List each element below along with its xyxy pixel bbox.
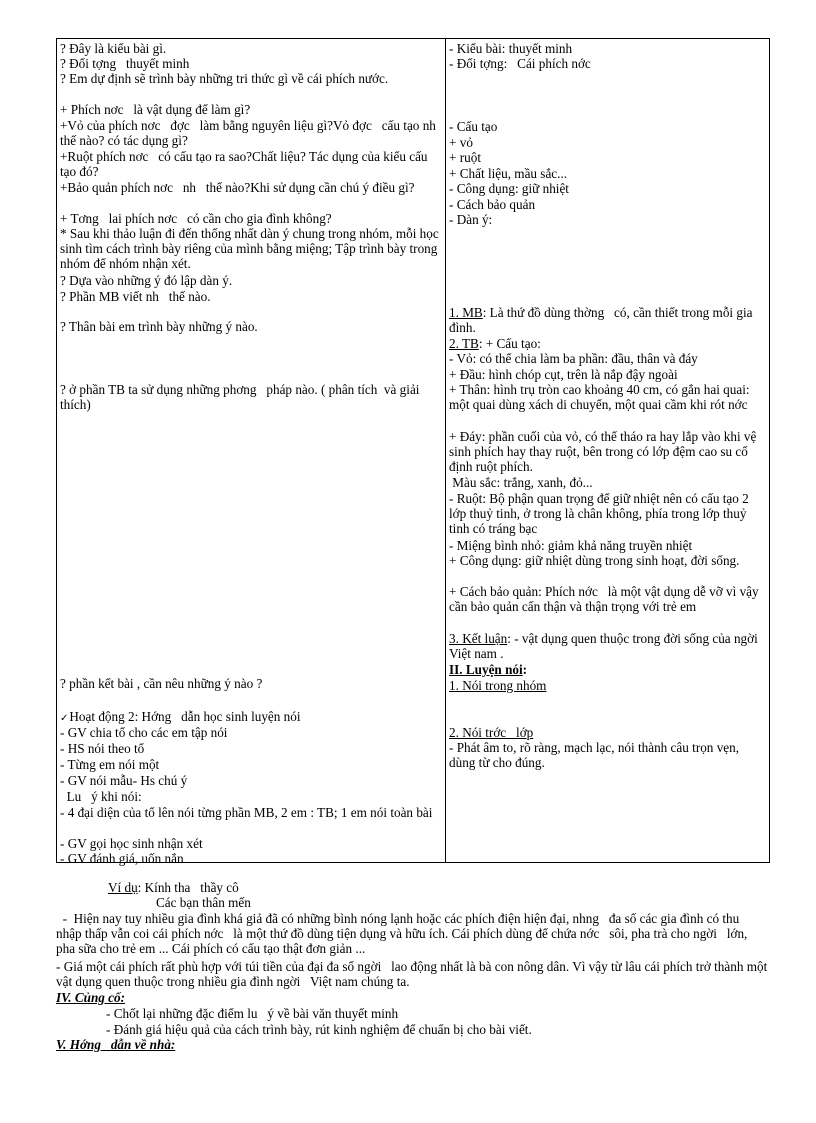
example-paragraph-2: - Giá một cái phích rất phù hợp với túi tiền của đại đa số ngời lao động nhất là bà con nông dân. Vì vậy từ lâu cái phích trở thành một vật dụng quen thuộc trong nhiều gia đình ngời Việt nam chúng ta. bbox=[56, 959, 771, 989]
teacher-activity-column bbox=[57, 39, 446, 866]
example-greeting-2: Các bạn thân mến bbox=[156, 895, 251, 910]
left-line: ? Thân bài em trình bày những ý nào. bbox=[60, 319, 258, 334]
right-line: - Miệng bình nhỏ: giảm khả năng truyền nhiệt bbox=[449, 538, 693, 553]
conclusion-label: 3. Kết luận bbox=[449, 631, 508, 646]
activity-heading-line bbox=[60, 709, 443, 726]
example-paragraph-1: - Hiện nay tuy nhiều gia đình khá giả đã có những bình nóng lạnh hoặc các phích điện hiện đại, nhng đa số các gia đình có thu nhập thấp vẫn coi cái phích nớc là một thứ đồ dùng tiện dụng và hữu ích. Cái phích dùng để chứa nớc sôi, pha trà cho ngời lớn, pha sữa cho trẻ em ... Cái phích có cấu tạo thật đơn giản ... bbox=[56, 911, 751, 956]
example-greeting bbox=[108, 880, 768, 895]
left-line: - GV chia tổ cho các em tập nói bbox=[60, 725, 228, 740]
example-label: Ví dụ bbox=[108, 880, 138, 895]
left-line: ? phần kết bài , cần nêu những ý nào ? bbox=[60, 676, 263, 691]
left-line: ? Em dự định sẽ trình bày những tri thức gì về cái phích nước. bbox=[60, 71, 389, 86]
bullet-star-icon: ✓ bbox=[60, 713, 69, 724]
left-line: - GV gọi học sinh nhận xét bbox=[60, 836, 203, 851]
right-line: + ruột bbox=[449, 150, 481, 165]
left-line: ? Dựa vào những ý đó lập dàn ý. bbox=[60, 273, 233, 288]
right-line: + Công dụng: giữ nhiệt dùng trong sinh hoạt, đời sống. bbox=[449, 553, 740, 568]
mb-label: 1. MB bbox=[449, 305, 483, 320]
section-iv-item: - Chốt lại những đặc điểm lu ý về bài văn thuyết minh bbox=[106, 1006, 399, 1021]
conclusion-text: : - vật dụng quen thuộc trong đời sống của ngời Việt nam . bbox=[449, 631, 768, 661]
right-line: - Cách bảo quản bbox=[449, 197, 536, 212]
left-line: - GV đánh giá, uốn nắn bbox=[60, 851, 184, 866]
right-line: + vỏ bbox=[449, 135, 473, 150]
left-line: +Ruột phích nơc có cấu tạo ra sao?Chất liệu? Tác dụng của kiểu cấu tạo đó? bbox=[60, 149, 431, 179]
speaking-colon: : bbox=[522, 662, 528, 677]
tb-text: : + Cấu tạo: bbox=[478, 336, 541, 351]
right-line: Màu sắc: trắng, xanh, đỏ... bbox=[449, 475, 593, 490]
section-v-heading: V. Hớng dẫn về nhà: bbox=[56, 1037, 176, 1052]
right-line: - Đối tợng: Cái phích nớc bbox=[449, 56, 591, 71]
right-line: + Cách bảo quản: Phích nớc là một vật dụng dễ vỡ vì vậy cần bảo quản cẩn thận và thận trọng với trẻ em bbox=[449, 584, 762, 614]
mb-text: : Là thứ đồ dùng thờng có, cần thiết trong mỗi gia đình. bbox=[449, 305, 756, 335]
conclusion-line bbox=[449, 631, 767, 661]
left-line: - HS nói theo tổ bbox=[60, 741, 145, 756]
left-line: ? Phần MB viết nh thế nào. bbox=[60, 289, 211, 304]
speaking-heading bbox=[449, 662, 767, 677]
left-line: + Tơng lai phích nơc có cần cho gia đình không? bbox=[60, 211, 332, 226]
right-line: - Kiểu bài: thuyết minh bbox=[449, 41, 573, 56]
section-iv-heading: IV. Củng cố: bbox=[56, 990, 126, 1005]
section-iv-item: - Đánh giá hiệu quả của cách trình bày, rút kinh nghiệm để chuẩn bị cho bài viết. bbox=[106, 1022, 532, 1037]
right-line: + Đầu: hình chóp cụt, trên là nắp đậy ngoài bbox=[449, 367, 678, 382]
right-line: - Công dụng: giữ nhiệt bbox=[449, 181, 569, 196]
left-line: +Bảo quản phích nơc nh thế nào?Khi sử dụng cần chú ý điều gì? bbox=[60, 180, 415, 195]
left-line: +Vỏ của phích nơc đợc làm bằng nguyên liệu gì?Vỏ đợc cấu tạo nh thế nào? có tác dụng gì? bbox=[60, 118, 446, 148]
left-line: * Sau khi thảo luận đi đến thống nhất dàn ý chung trong nhóm, mỗi học sinh tìm cách trình bày riêng của mình bằng miệng; Tập trình bày trong nhóm để nhóm nhận xét. bbox=[60, 226, 443, 271]
right-line: 1. Nói trong nhóm bbox=[449, 678, 547, 693]
right-line: - Dàn ý: bbox=[449, 212, 493, 227]
tb-label: 2. TB bbox=[449, 336, 479, 351]
student-content-column bbox=[446, 39, 770, 863]
left-line: - GV nói mẫu- Hs chú ý bbox=[60, 773, 188, 788]
left-line: ? Đây là kiểu bài gì. bbox=[60, 41, 167, 56]
right-line: 2. Nói trớc lớp bbox=[449, 725, 534, 740]
left-line: ? Đối tợng thuyết minh bbox=[60, 56, 190, 71]
right-line: - Phát âm to, rõ ràng, mạch lạc, nói thành câu trọn vẹn, dùng từ cho đúng. bbox=[449, 740, 743, 770]
example-section bbox=[56, 880, 771, 1060]
tb-line bbox=[449, 336, 767, 351]
left-line: - Từng em nói một bbox=[60, 757, 160, 772]
left-line: - 4 đại diện của tổ lên nói từng phần MB, 2 em : TB; 1 em nói toàn bài bbox=[60, 805, 433, 820]
example-greeting-text: : Kính tha thầy cô bbox=[137, 880, 239, 895]
left-line: ? ở phần TB ta sử dụng những phơng pháp nào. ( phân tích và giải thích) bbox=[60, 382, 423, 412]
right-line: - Vỏ: có thể chia làm ba phần: đầu, thân và đáy bbox=[449, 351, 698, 366]
mb-line bbox=[449, 305, 767, 335]
right-line: - Cấu tạo bbox=[449, 119, 498, 134]
right-line: + Chất liệu, mầu sắc... bbox=[449, 166, 568, 181]
left-line: + Phích nơc là vật dụng để làm gì? bbox=[60, 102, 251, 117]
activity-heading: Hoạt động 2: Hớng dẫn học sinh luyện nói bbox=[69, 709, 301, 724]
right-line: + Đáy: phần cuối của vỏ, có thể tháo ra hay lắp vào khi vệ sinh phích hay thay ruột, bên trong có lớp đệm cao su cố định ruột phích. bbox=[449, 429, 760, 474]
left-line: Lu ý khi nói: bbox=[60, 789, 142, 804]
lesson-table bbox=[56, 38, 770, 866]
speaking-label: II. Luyện nói bbox=[449, 662, 523, 677]
right-line: + Thân: hình trụ tròn cao khoảng 40 cm, có gắn hai quai: một quai dùng xách di chuyển, một quai cầm khi rót nớc bbox=[449, 382, 753, 412]
right-line: - Ruột: Bộ phận quan trọng để giữ nhiệt nên có cấu tạo 2 lớp thuỷ tinh, ở trong là chân không, phía trong lớp thuỷ tinh có tráng bạc bbox=[449, 491, 753, 536]
